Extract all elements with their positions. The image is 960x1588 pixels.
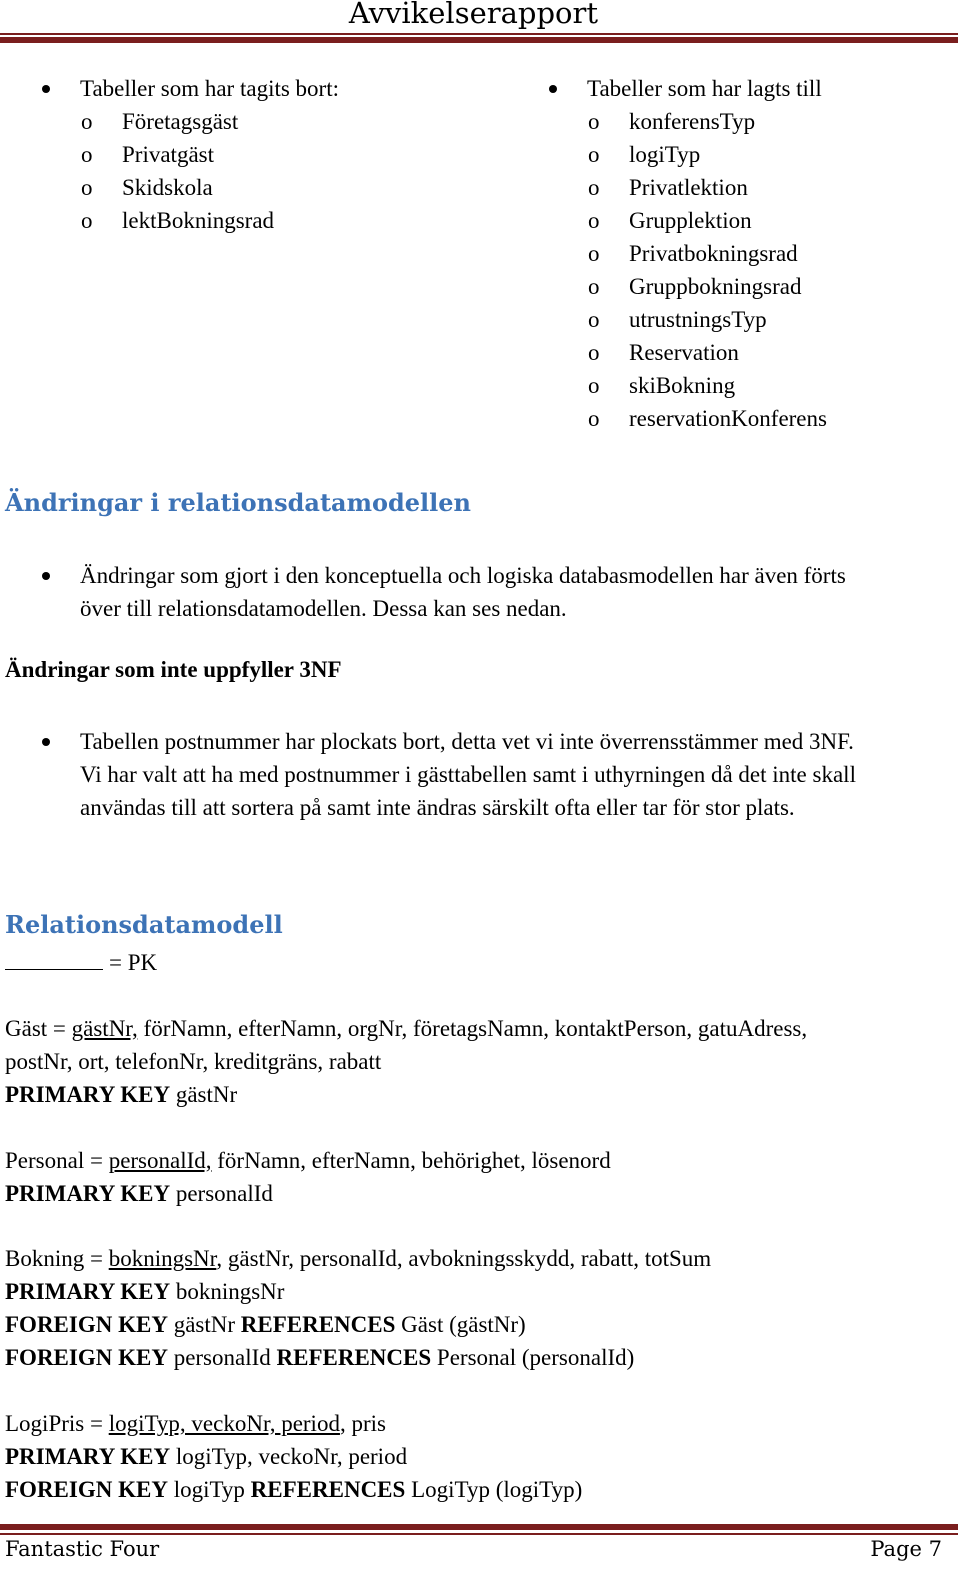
list-item: o konferensTyp: [549, 105, 949, 138]
keyword-primary-key: PRIMARY KEY: [5, 1082, 171, 1107]
foreign-key-statement: [5, 1341, 945, 1374]
list-item: [42, 725, 932, 824]
key-columns: bokningsNr: [175, 1279, 285, 1304]
primary-key-statement: [5, 1440, 945, 1473]
added-tables-sublist: [549, 105, 949, 435]
list-item: o Privatbokningsrad: [549, 237, 949, 270]
relation-definition: [5, 1144, 945, 1177]
primary-key-attribute: gästNr,: [71, 1016, 138, 1041]
relation-name: Bokning =: [5, 1246, 109, 1271]
keyword-primary-key: PRIMARY KEY: [5, 1279, 171, 1304]
list-item: [549, 72, 949, 435]
keyword-references: REFERENCES: [250, 1477, 406, 1502]
keyword-foreign-key: FOREIGN KEY: [5, 1345, 168, 1370]
list-item: o Privatgäst: [42, 138, 502, 171]
relation-definition: [5, 1407, 945, 1440]
relation-attributes: , pris: [339, 1411, 386, 1436]
added-tables-label: Tabeller som har lagts till: [587, 76, 822, 101]
header-rule-thick: [0, 37, 958, 43]
list-item: o Gruppbokningsrad: [549, 270, 949, 303]
footer-rule-thin: [0, 1533, 958, 1535]
keyword-references: REFERENCES: [276, 1345, 432, 1370]
referenced-table: Personal (personalId): [436, 1345, 635, 1370]
pk-legend: [5, 946, 945, 979]
relation-personal: [5, 1144, 945, 1210]
relation-definition: [5, 1242, 945, 1275]
relation-name: Gäst =: [5, 1016, 72, 1041]
key-columns: gästNr: [175, 1082, 238, 1107]
list-item: o Privatlektion: [549, 171, 949, 204]
section-heading-3nf: Ändringar som inte uppfyller 3NF: [5, 657, 342, 682]
section-heading-relational-changes: Ändringar i relationsdatamodellen: [5, 488, 471, 517]
3nf-changes-list: [42, 725, 932, 824]
referenced-table: LogiTyp (logiTyp): [411, 1477, 583, 1502]
list-item: [42, 72, 502, 237]
relation-gast: [5, 1012, 945, 1111]
primary-key-attribute: personalId,: [108, 1148, 212, 1173]
added-tables-list: [549, 72, 949, 435]
keyword-primary-key: PRIMARY KEY: [5, 1444, 171, 1469]
keyword-foreign-key: FOREIGN KEY: [5, 1312, 168, 1337]
paragraph-line: Ändringar som gjort i den konceptuella och logiska databasmodellen har även förts: [80, 563, 846, 588]
key-columns: logiTyp, veckoNr, period: [175, 1444, 408, 1469]
footer-rule-thick: [0, 1524, 958, 1530]
key-columns: logiTyp: [173, 1477, 245, 1502]
relation-attributes: förNamn, efterNamn, orgNr, företagsNamn, kontaktPerson, gatuAdress,: [137, 1016, 808, 1041]
relation-logipris: [5, 1407, 945, 1506]
list-item: o Reservation: [549, 336, 949, 369]
relation-name: LogiPris =: [5, 1411, 109, 1436]
list-item: [42, 559, 932, 625]
pk-underline-sample: [5, 947, 103, 970]
paragraph-line: över till relationsdatamodellen. Dessa kan ses nedan.: [80, 596, 567, 621]
list-item: o skiBokning: [549, 369, 949, 402]
header-rule-thin: [0, 33, 958, 35]
key-columns: personalId: [175, 1181, 273, 1206]
pk-legend-text: = PK: [109, 950, 158, 975]
relation-attributes: , gästNr, personalId, avbokningsskydd, rabatt, totSum: [216, 1246, 712, 1271]
paragraph-line: Tabellen postnummer har plockats bort, detta vet vi inte överrensstämmer med 3NF.: [80, 729, 854, 754]
referenced-table: Gäst (gästNr): [401, 1312, 526, 1337]
relational-changes-list: [42, 559, 932, 625]
keyword-references: REFERENCES: [240, 1312, 396, 1337]
paragraph-line: användas till att sortera på samt inte ändras särskilt ofta eller tar för stor plats.: [80, 795, 795, 820]
keyword-foreign-key: FOREIGN KEY: [5, 1477, 168, 1502]
relation-definition: [5, 1012, 945, 1045]
list-item: o utrustningsTyp: [549, 303, 949, 336]
relation-bokning: [5, 1242, 945, 1374]
relation-attributes-continued: postNr, ort, telefonNr, kreditgräns, rabatt: [5, 1049, 382, 1074]
removed-tables-list: [42, 72, 502, 237]
keyword-primary-key: PRIMARY KEY: [5, 1181, 171, 1206]
relation-attributes: förNamn, efterNamn, behörighet, lösenord: [211, 1148, 611, 1173]
removed-tables-label: Tabeller som har tagits bort:: [80, 76, 339, 101]
primary-key-attribute: logiTyp, veckoNr, period: [108, 1411, 340, 1436]
removed-tables-sublist: [42, 105, 502, 237]
paragraph-line: Vi har valt att ha med postnummer i gästtabellen samt i uthyrningen då det inte skall: [80, 762, 856, 787]
footer-page-number: Page 7: [870, 1537, 942, 1561]
relation-name: Personal =: [5, 1148, 109, 1173]
list-item: o Skidskola: [42, 171, 502, 204]
list-item: o Grupplektion: [549, 204, 949, 237]
list-item: o lektBokningsrad: [42, 204, 502, 237]
primary-key-statement: [5, 1078, 945, 1111]
page-header-title: Avvikelserapport: [348, 0, 598, 30]
primary-key-statement: [5, 1177, 945, 1210]
primary-key-statement: [5, 1275, 945, 1308]
primary-key-attribute: bokningsNr: [108, 1246, 217, 1271]
footer-team-name: Fantastic Four: [5, 1537, 160, 1561]
key-columns: gästNr: [173, 1312, 236, 1337]
section-heading-relational-model: Relationsdatamodell: [5, 910, 283, 939]
list-item: o logiTyp: [549, 138, 949, 171]
key-columns: personalId: [173, 1345, 271, 1370]
list-item: o reservationKonferens: [549, 402, 949, 435]
list-item: o Företagsgäst: [42, 105, 502, 138]
foreign-key-statement: [5, 1473, 945, 1506]
foreign-key-statement: [5, 1308, 945, 1341]
